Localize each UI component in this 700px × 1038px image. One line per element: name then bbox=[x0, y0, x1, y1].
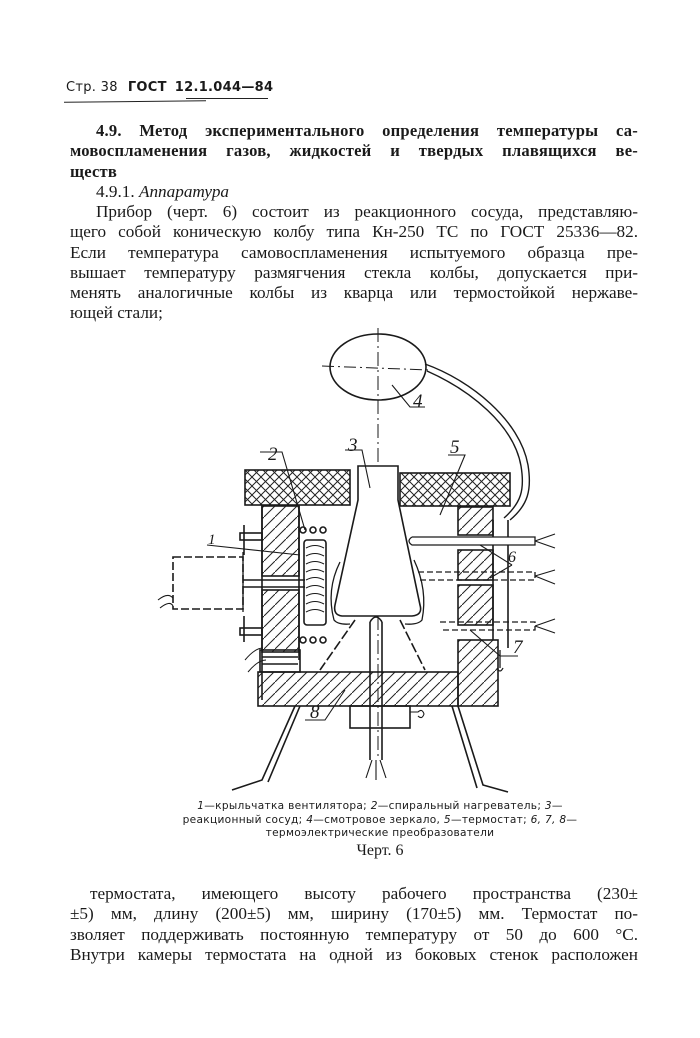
paragraph-line: Внутри камеры термостата на одной из боковых стенок расположен bbox=[70, 944, 638, 964]
section-title-line: 4.9. Метод экспериментального определения температуры са- bbox=[96, 121, 638, 140]
caption-text: —термоэлектрические преобразователи bbox=[265, 813, 578, 839]
paragraph-line: зволяет поддерживать постоянную температуру от 50 до 600 °С. bbox=[70, 924, 638, 944]
caption-num: 3 bbox=[544, 800, 552, 812]
caption-text: —термостат; bbox=[450, 813, 531, 826]
callout-2: 2 bbox=[268, 444, 278, 465]
paragraph-line: ющей стали; bbox=[70, 303, 163, 323]
standard-name: ГОСТ bbox=[127, 80, 167, 95]
caption-text: —смотровое зеркало, bbox=[313, 813, 444, 826]
section-title-line: мовоспламенения газов, жидкостей и твердых плавящихся ве- bbox=[70, 141, 638, 161]
figure-title: Черт. 6 bbox=[356, 842, 404, 859]
callout-1: 1 bbox=[208, 532, 216, 548]
running-header bbox=[66, 80, 286, 95]
subsection-number: 4.9.1. bbox=[96, 182, 135, 201]
page-number: Стр. 38 bbox=[66, 80, 118, 95]
callout-3: 3 bbox=[348, 435, 358, 456]
paragraph-line: менять аналогичные колбы из кварца или термостойкой нержаве- bbox=[70, 283, 638, 303]
callout-6: 6 bbox=[508, 549, 516, 566]
header-underline bbox=[64, 100, 206, 102]
caption-num: 2 bbox=[370, 800, 378, 812]
caption-text: —спиральный нагреватель; bbox=[377, 800, 545, 812]
paragraph-line: термостата, имеющего высоту рабочего пространства (230± bbox=[90, 884, 638, 903]
paragraph-line: Если температура самовоспламенения испытуемого образца пре- bbox=[70, 242, 638, 262]
apparatus-drawing bbox=[150, 325, 600, 800]
standard-number: 12.1.044—84 bbox=[174, 80, 274, 95]
callout-4: 4 bbox=[413, 391, 423, 412]
section-title bbox=[70, 121, 638, 182]
paragraph-line: Прибор (черт. 6) состоит из реакционного сосуда, представляю- bbox=[96, 202, 638, 221]
caption-num: 5 bbox=[443, 813, 451, 826]
caption-num: 1 bbox=[197, 800, 205, 812]
callout-5: 5 bbox=[450, 437, 460, 458]
callout-8: 8 bbox=[310, 702, 320, 723]
paragraph-line: щего собой коническую колбу типа Кн-250 ТС по ГОСТ 25336—82. bbox=[70, 222, 638, 242]
callout-7: 7 bbox=[513, 637, 523, 658]
paragraph-apparatus bbox=[70, 202, 638, 324]
lid-left bbox=[245, 470, 350, 505]
caption-num: 4 bbox=[306, 813, 314, 826]
figure-caption bbox=[160, 800, 600, 841]
header-underline-2 bbox=[186, 98, 268, 99]
subsection-heading bbox=[70, 182, 638, 202]
paragraph-thermostat bbox=[70, 884, 638, 965]
caption-text: —реакционный сосуд; bbox=[182, 800, 563, 826]
subsection-title: Аппаратура bbox=[138, 182, 230, 201]
paragraph-line: ±5) мм, длину (200±5) мм, ширину (170±5) мм. Термостат по- bbox=[70, 904, 638, 924]
caption-num: 6, 7, 8 bbox=[530, 813, 567, 826]
caption-text: —крыльчатка вентилятора; bbox=[204, 800, 371, 812]
base bbox=[258, 672, 458, 706]
section-title-line: ществ bbox=[70, 161, 118, 181]
paragraph-line: вышает температуру размягчения стекла колбы, допускается при- bbox=[70, 262, 638, 282]
